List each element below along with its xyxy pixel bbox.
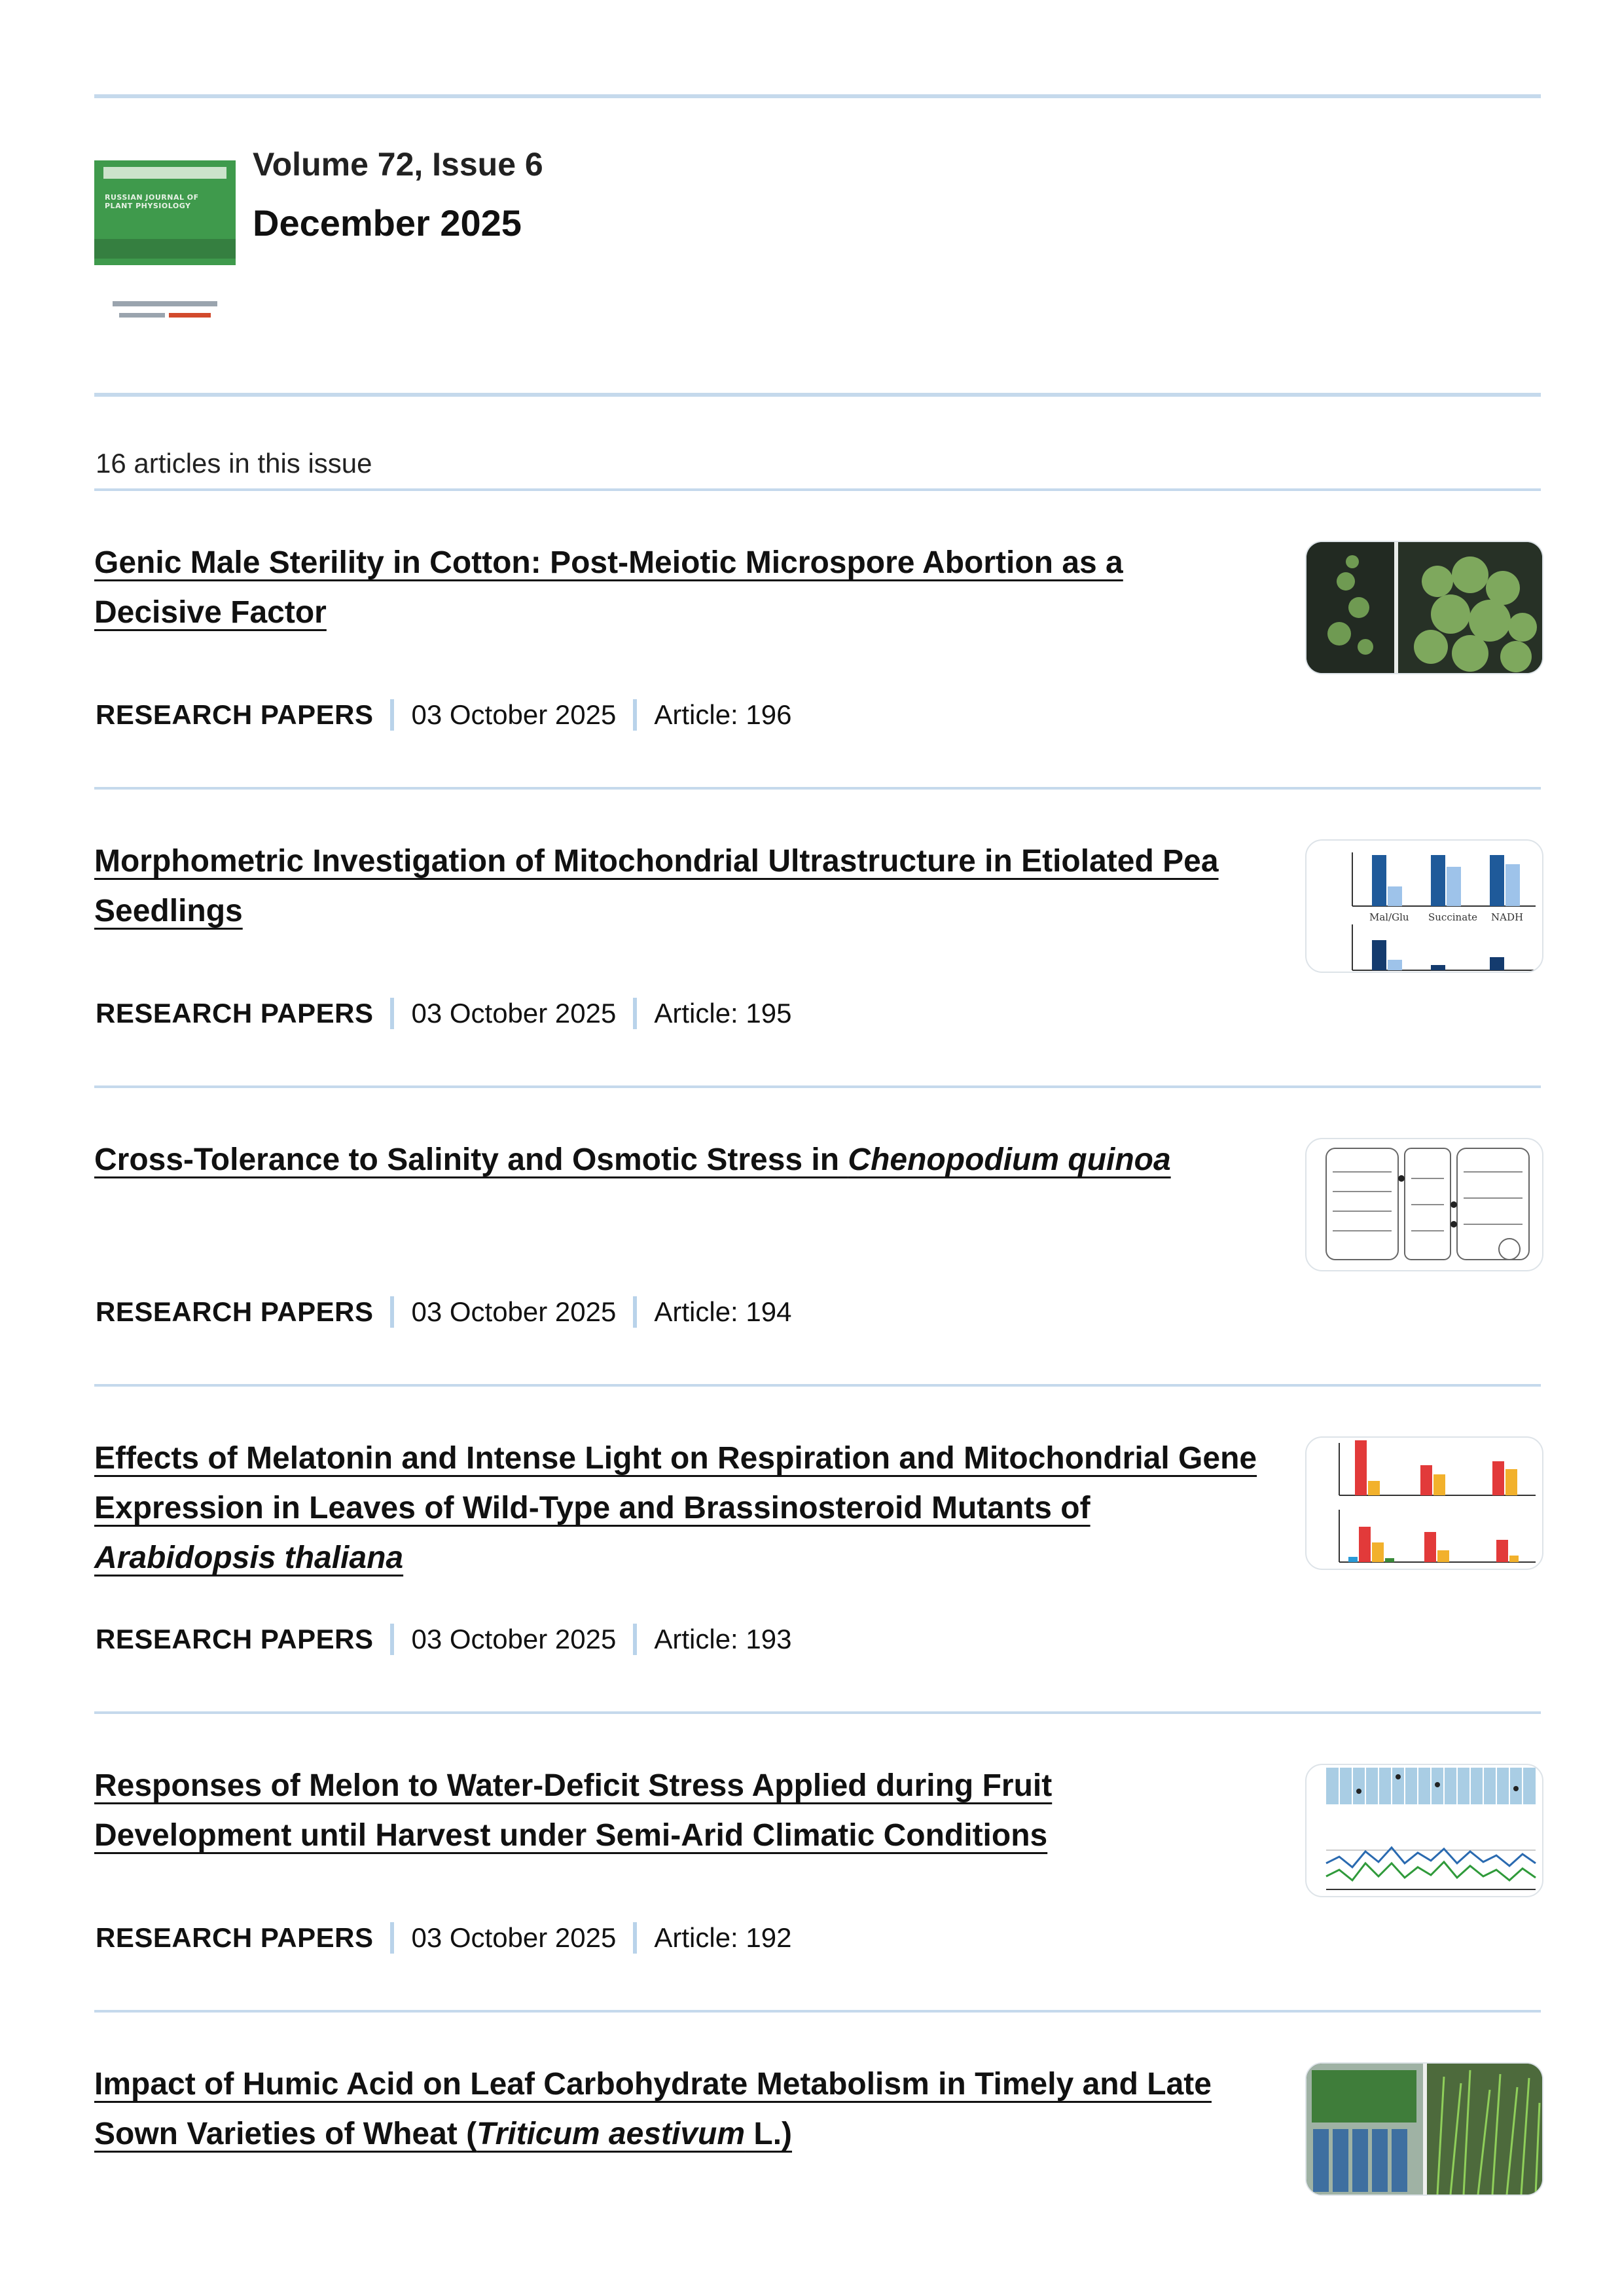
journal-cover-thumbnail[interactable] [94,160,236,265]
thumb-label: Mal/Glu [1369,911,1409,923]
meta-separator [390,1922,394,1954]
article-divider [94,1085,1541,1088]
article-title[interactable] [94,1761,1246,1861]
article-type: RESEARCH PAPERS [96,1296,374,1327]
article-meta [96,1296,791,1328]
cover-band [94,239,236,259]
article-title[interactable] [94,1135,1272,1185]
colored-bar-chart-icon[interactable] [1305,1436,1543,1570]
header-divider [94,393,1541,397]
publisher-logo-icon [113,301,217,321]
article-title[interactable] [94,837,1246,936]
article-type: RESEARCH PAPERS [96,699,374,730]
meta-separator [633,1922,637,1954]
article-date: 03 October 2025 [411,1296,617,1327]
meta-separator [633,699,637,731]
article-divider [94,787,1541,790]
article-date: 03 October 2025 [411,1624,617,1654]
meta-separator [390,699,394,731]
article-title-link[interactable]: Impact of Humic Acid on Leaf Carbohydrate Metabolism in Timely and Late Sown Varieties of Wheat (Triticum aestivum L.) [94,2067,1212,2151]
article-type: RESEARCH PAPERS [96,1624,374,1654]
article-divider [94,2010,1541,2013]
article-title-link[interactable]: Genic Male Sterility in Cotton: Post-Meiotic Microspore Abortion as a Decisive Factor [94,545,1123,630]
meta-separator [633,1296,637,1328]
bar-chart-figure-icon[interactable] [1305,839,1543,973]
article-title[interactable] [94,538,1246,638]
article-date: 03 October 2025 [411,998,617,1029]
article-title[interactable] [94,1434,1272,1583]
article-meta [96,1624,791,1655]
cotton-plants-photo-icon[interactable] [1305,541,1543,674]
meta-separator [633,1624,637,1655]
meta-separator [390,998,394,1029]
meta-separator [390,1624,394,1655]
pathway-diagram-icon[interactable] [1305,1138,1543,1271]
article-type: RESEARCH PAPERS [96,1922,374,1953]
article-title-link[interactable]: Morphometric Investigation of Mitochondrial Ultrastructure in Etiolated Pea Seedlings [94,844,1219,928]
article-number: Article: 192 [654,1922,792,1953]
article-title[interactable] [94,2060,1246,2159]
thumb-label: NADH [1491,911,1524,923]
issue-date: December 2025 [253,202,522,244]
article-meta [96,998,791,1029]
article-title-link[interactable]: Responses of Melon to Water-Deficit Stress Applied during Fruit Development until Harvest under Semi-Arid Climatic Conditions [94,1768,1053,1853]
article-meta [96,699,791,731]
article-number: Article: 196 [654,699,792,730]
cover-header-strip [103,167,226,179]
cover-title: RUSSIAN JOURNAL OF PLANT PHYSIOLOGY [105,193,199,210]
list-divider [94,488,1541,491]
wheat-plants-photo-icon[interactable] [1305,2062,1543,2196]
meta-separator [633,998,637,1029]
article-number: Article: 194 [654,1296,792,1327]
article-date: 03 October 2025 [411,699,617,730]
article-date: 03 October 2025 [411,1922,617,1953]
article-number: Article: 193 [654,1624,792,1654]
article-count: 16 articles in this issue [96,448,372,479]
article-divider [94,1711,1541,1714]
article-divider [94,1384,1541,1387]
article-title-link[interactable]: Cross-Tolerance to Salinity and Osmotic Stress in Chenopodium quinoa [94,1142,1171,1177]
line-chart-figure-icon[interactable] [1305,1764,1543,1897]
thumb-label: Succinate [1428,911,1478,923]
article-number: Article: 195 [654,998,792,1029]
top-divider [94,94,1541,98]
meta-separator [390,1296,394,1328]
article-type: RESEARCH PAPERS [96,998,374,1029]
issue-volume: Volume 72, Issue 6 [253,146,543,183]
article-title-link[interactable]: Effects of Melatonin and Intense Light on Respiration and Mitochondrial Gene Expression in Leaves of Wild-Type and Brassinosteroid Mutants of Arabidopsis thaliana [94,1441,1257,1575]
article-meta [96,1922,791,1954]
